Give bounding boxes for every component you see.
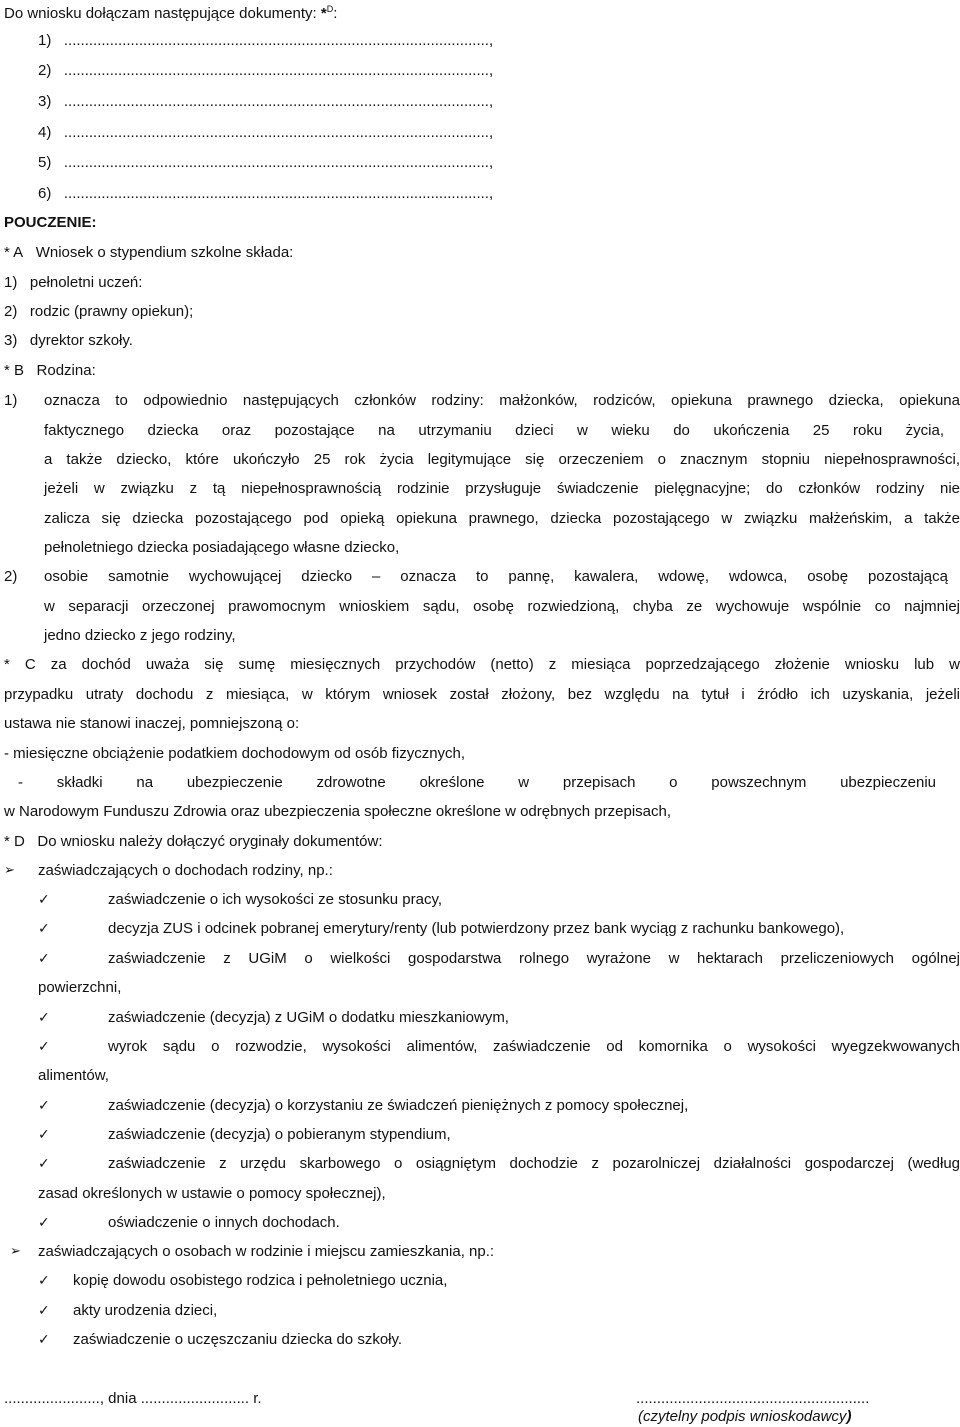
section-b-p1-line: pełnoletniego dziecka posiadającego własne dziecko, <box>44 539 400 556</box>
section-c-line: w Narodowym Funduszu Zdrowia oraz ubezpieczenia społeczne określone w odrębnych przepisach, <box>4 803 672 820</box>
document-item-cont: powierzchni, <box>38 979 122 996</box>
section-c-line: * C za dochód uważa się sumę miesięcznych przychodów (netto) z miesiąca poprzedzającego złożenie wniosku lub w <box>4 656 960 673</box>
attachments-heading: Do wniosku dołączam następujące dokumenty: *$^D$: <box>4 4 338 22</box>
signature-label: (czytelny podpis wnioskodawcy) <box>638 1408 852 1425</box>
checkmark-icon: ✓ <box>38 1127 50 1143</box>
document-item: decyzja ZUS i odcinek pobranej emerytury/renty (lub potwierdzony przez bank wyciąg z rachunku bankowego), <box>108 920 845 937</box>
document-item: zaświadczenie z UGiM o wielkości gospodarstwa rolnego wyrażone w hektarach przeliczeniowych ogólnej <box>108 950 960 967</box>
document-item: zaświadczenie (decyzja) z UGiM o dodatku mieszkaniowym, <box>108 1009 509 1026</box>
signature-dots: ........................................................ <box>636 1390 870 1407</box>
attachment-line: 3) ......................................................................................................, <box>38 93 494 110</box>
checkmark-icon: ✓ <box>38 1098 50 1114</box>
section-b-p1-line: zalicza się dziecka pozostającego pod opieką opiekuna prawnego, dziecka pozostającego w związku małżeńskim, a także <box>44 510 960 527</box>
checkmark-icon: ✓ <box>38 1156 50 1172</box>
document-item-cont: alimentów, <box>38 1067 109 1084</box>
checkmark-icon: ✓ <box>38 1332 50 1348</box>
section-b-p1-line: oznacza to odpowiednio następujących członków rodziny: małżonków, rodziców, opiekuna prawnego dziecka, opiekuna <box>44 392 960 409</box>
section-d-group-1: zaświadczających o dochodach rodziny, np.: <box>38 862 333 879</box>
section-b-p2-line: osobie samotnie wychowującej dziecko – oznacza to pannę, kawalera, wdowę, wdowca, osobę pozostającą <box>44 568 948 585</box>
section-c-line: przypadku utraty dochodu z miesiąca, w którym wniosek został złożony, bez względu na tytuł i źródło ich uzyskania, jeżeli <box>4 686 960 703</box>
checkmark-icon: ✓ <box>38 1010 50 1026</box>
section-c-line: - miesięczne obciążenie podatkiem dochodowym od osób fizycznych, <box>4 745 466 762</box>
section-b-p1-line: faktycznego dziecka oraz pozostające na utrzymaniu dzieci w wieku do ukończenia 25 roku życia, <box>44 422 944 439</box>
section-a-item: 3) dyrektor szkoły. <box>4 332 133 349</box>
section-c-line: - składki na ubezpieczenie zdrowotne określone w przepisach o powszechnym ubezpieczeniu <box>18 774 936 791</box>
pouczenie-title: POUCZENIE: <box>4 214 97 231</box>
document-item: zaświadczenie o uczęszczaniu dziecka do szkoły. <box>73 1331 403 1348</box>
document-item-cont: zasad określonych w ustawie o pomocy społecznej), <box>38 1185 386 1202</box>
section-b-p1-line: a także dziecko, które ukończyło 25 rok życia legitymujące się orzeczeniem o znacznym stopniu niepełnosprawności, <box>44 451 960 468</box>
checkmark-icon: ✓ <box>38 1273 50 1289</box>
section-b-heading: * B Rodzina: <box>4 362 96 379</box>
section-c-line: ustawa nie stanowi inaczej, pomniejszoną o: <box>4 715 300 732</box>
document-item: zaświadczenie z urzędu skarbowego o osiągniętym dochodzie z pozarolniczej działalności gospodarczej (według <box>108 1155 960 1172</box>
attachment-line: 6) ......................................................................................................, <box>38 185 494 202</box>
document-item: wyrok sądu o rozwodzie, wysokości alimentów, zaświadczenie od komornika o wysokości wyegzekwowanych <box>108 1038 960 1055</box>
document-item: zaświadczenie (decyzja) o pobieranym stypendium, <box>108 1126 451 1143</box>
checkmark-icon: ✓ <box>38 951 50 967</box>
section-b-num-1: 1) <box>4 392 18 409</box>
section-a-heading: * A Wniosek o stypendium szkolne składa: <box>4 244 294 261</box>
section-a-item: 1) pełnoletni uczeń: <box>4 274 143 291</box>
checkmark-icon: ✓ <box>38 1215 50 1231</box>
document-item: zaświadczenie (decyzja) o korzystaniu ze świadczeń pieniężnych z pomocy społecznej, <box>108 1097 689 1114</box>
section-b-p2-line: jedno dziecko z jego rodziny, <box>44 627 236 644</box>
arrowhead-bullet-icon: ➢ <box>10 1244 21 1259</box>
attachment-line: 2) ......................................................................................................, <box>38 62 494 79</box>
document-item: akty urodzenia dzieci, <box>73 1302 218 1319</box>
checkmark-icon: ✓ <box>38 1039 50 1055</box>
arrowhead-bullet-icon: ➢ <box>4 863 15 878</box>
checkmark-icon: ✓ <box>38 1303 50 1319</box>
section-d-heading: * D Do wniosku należy dołączyć oryginały dokumentów: <box>4 833 383 850</box>
checkmark-icon: ✓ <box>38 892 50 908</box>
attachment-line: 4) ......................................................................................................, <box>38 124 494 141</box>
document-item: zaświadczenie o ich wysokości ze stosunku pracy, <box>108 891 443 908</box>
attachment-line: 5) ......................................................................................................, <box>38 154 494 171</box>
section-d-group-2: zaświadczających o osobach w rodzinie i miejscu zamieszkania, np.: <box>38 1243 495 1260</box>
section-b-p2-line: w separacji orzeczonej prawomocnym wnioskiem sądu, osobę rozwiedzioną, chyba ze wychowuje wspólnie co najmniej <box>44 598 960 615</box>
section-b-p1-line: jeżeli w związku z tą niepełnosprawnością rodzinie przysługuje świadczenie pielęgnacyjne; do członków rodziny nie <box>44 480 960 497</box>
attachment-line: 1) ......................................................................................................, <box>38 32 494 49</box>
document-item: oświadczenie o innych dochodach. <box>108 1214 340 1231</box>
checkmark-icon: ✓ <box>38 921 50 937</box>
section-b-num-2: 2) <box>4 568 18 585</box>
section-a-item: 2) rodzic (prawny opiekun); <box>4 303 194 320</box>
document-item: kopię dowodu osobistego rodzica i pełnoletniego ucznia, <box>73 1272 448 1289</box>
place-date-field: ......................., dnia .......................... r. <box>4 1390 262 1407</box>
